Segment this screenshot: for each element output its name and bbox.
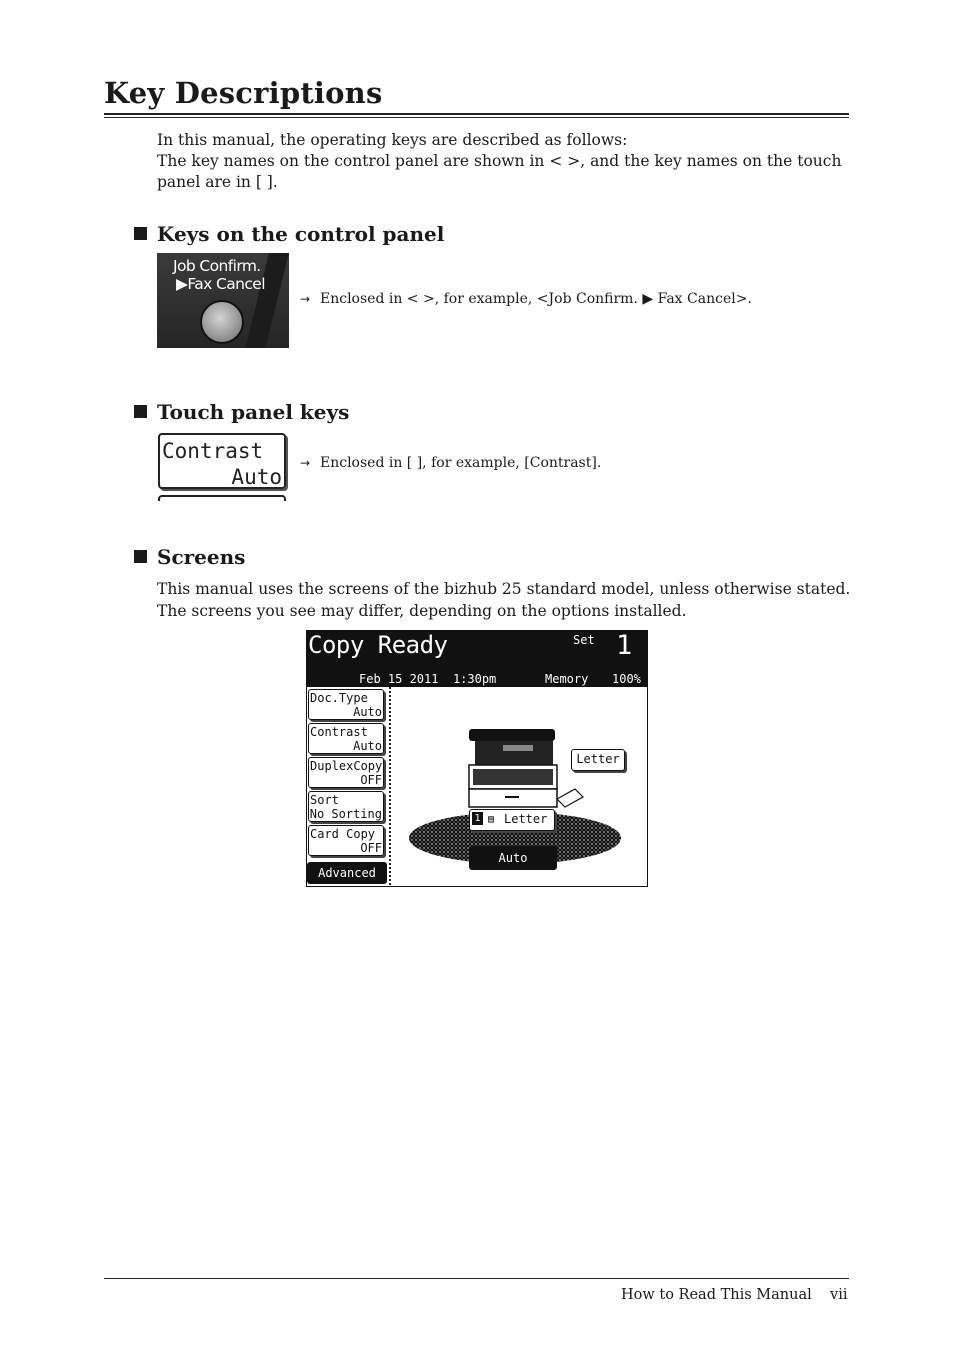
- bypass-tray-icon: [557, 789, 583, 807]
- button-label: Doc.Type: [310, 691, 368, 705]
- button-value: No Sorting: [309, 807, 382, 821]
- page-title: Key Descriptions: [104, 76, 383, 110]
- contrast-key-label: Contrast: [162, 439, 264, 463]
- square-bullet-icon: [134, 405, 147, 418]
- footer-section-title: How to Read This Manual: [621, 1287, 812, 1303]
- section-heading-screens: [134, 545, 245, 569]
- tray-number-badge: 1: [472, 812, 483, 825]
- button-label: Sort: [310, 793, 339, 807]
- intro-text: [157, 130, 847, 193]
- lcd-date-value: Feb 15 2011: [359, 672, 439, 686]
- button-value: Auto: [353, 739, 382, 753]
- lcd-memory-label: Memory: [545, 672, 589, 686]
- intro-line-2: The key names on the control panel are shown in < >, and the key names on the touch panel are in [ ].: [157, 152, 842, 191]
- button-label: DuplexCopy: [310, 759, 383, 773]
- control-panel-note: [300, 291, 752, 307]
- arrow-icon: →: [300, 292, 311, 306]
- square-bullet-icon: [134, 550, 147, 563]
- button-value: OFF: [360, 841, 382, 855]
- screens-text: [157, 578, 857, 622]
- key-label-line-1: Job Confirm.: [173, 257, 261, 275]
- paper-size-button[interactable]: Letter: [571, 749, 625, 771]
- button-label: Card Copy: [310, 827, 376, 841]
- intro-line-1: In this manual, the operating keys are described as follows:: [157, 131, 628, 149]
- footer-rule: [104, 1278, 849, 1279]
- lcd-screen: [306, 630, 648, 887]
- title-rule-thin: [104, 117, 849, 118]
- button-value: OFF: [360, 773, 382, 787]
- control-panel-key-image: [157, 253, 289, 348]
- round-key-icon: [200, 300, 244, 344]
- section-heading-label: Keys on the control panel: [157, 222, 445, 246]
- screens-line-1: This manual uses the screens of the bizhub 25 standard model, unless otherwise stated.: [157, 580, 851, 598]
- note-text: Enclosed in < >, for example, <Job Confirm. ▶ Fax Cancel>.: [320, 291, 752, 307]
- contrast-key-value: Auto: [231, 465, 282, 489]
- section-heading-label: Touch panel keys: [157, 400, 350, 424]
- paper-stack-icon: ▤: [488, 814, 495, 825]
- copier-adf-icon: [469, 729, 555, 741]
- advanced-button[interactable]: Advanced: [307, 862, 387, 884]
- title-rule: [104, 113, 849, 115]
- button-label: Contrast: [310, 725, 368, 739]
- next-key-partial: [158, 495, 286, 501]
- key-label-line-2: ▶Fax Cancel: [176, 275, 265, 293]
- square-bullet-icon: [134, 227, 147, 240]
- tray-paper-label: Letter: [504, 812, 548, 826]
- arrow-icon: →: [300, 456, 311, 470]
- tray-button[interactable]: [469, 809, 555, 831]
- touch-panel-note: [300, 455, 601, 471]
- contrast-key: [158, 433, 286, 489]
- button-value: Auto: [353, 705, 382, 719]
- screens-line-2: The screens you see may differ, depending on the options installed.: [157, 602, 687, 620]
- lcd-memory-value: 100%: [612, 672, 641, 686]
- section-heading-touch-panel: [134, 400, 349, 424]
- auto-button[interactable]: Auto: [469, 846, 557, 870]
- lcd-time: 1:30pm: [452, 672, 497, 686]
- lcd-set-count: 1: [616, 630, 633, 661]
- lcd-status-text: Copy Ready: [308, 631, 448, 659]
- note-text: Enclosed in [ ], for example, [Contrast].: [320, 455, 602, 471]
- lcd-set-label: Set: [573, 633, 595, 647]
- section-heading-label: Screens: [157, 545, 246, 569]
- page-number: vii: [830, 1287, 848, 1303]
- copier-scanner-icon: [475, 741, 553, 765]
- touch-panel-key-image: [157, 431, 289, 501]
- section-heading-control-panel: [134, 222, 444, 246]
